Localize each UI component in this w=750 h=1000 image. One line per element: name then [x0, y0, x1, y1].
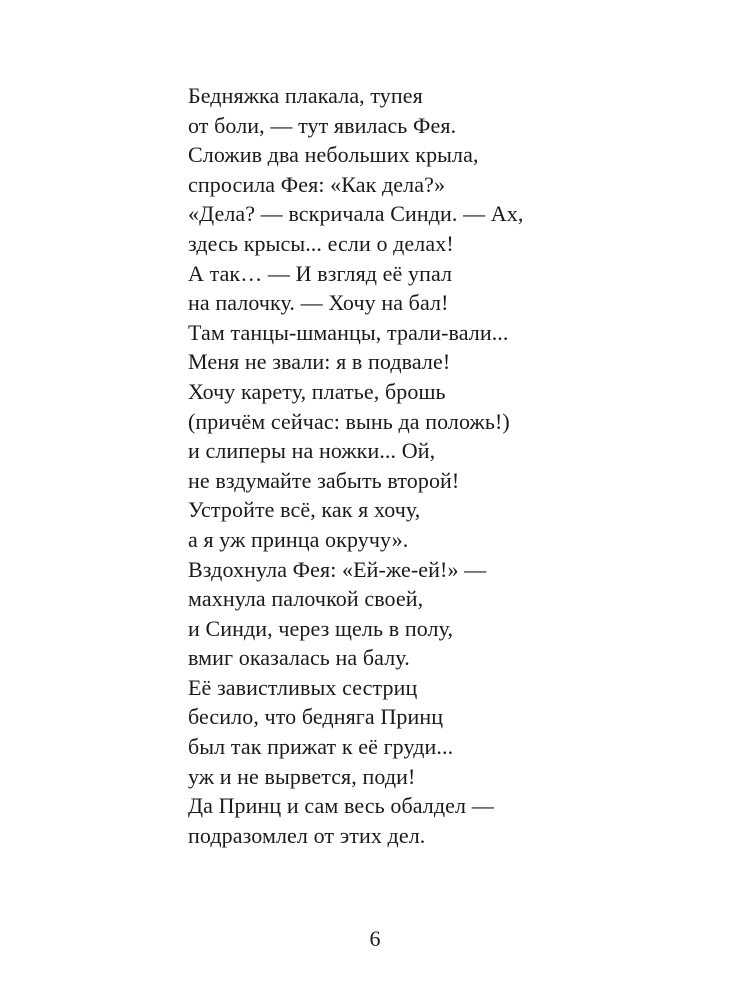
poem-line: (причём сейчас: вынь да положь!)	[188, 408, 510, 434]
poem-line: махнула палочкой своей,	[188, 586, 424, 612]
poem-line: и слиперы на ножки... Ой,	[188, 438, 436, 464]
poem-line: Устройте всё, как я хочу,	[188, 497, 421, 523]
poem-line: Хочу карету, платье, брошь	[188, 378, 446, 404]
poem-line: от боли, — тут явилась Фея.	[188, 112, 457, 138]
poem-text	[188, 81, 608, 850]
poem-line: спросила Фея: «Как дела?»	[188, 171, 446, 197]
poem-line: Её завистливых сестриц	[188, 674, 418, 700]
poem-line: Да Принц и сам весь обалдел —	[188, 793, 494, 819]
poem-line: Меня не звали: я в подвале!	[188, 349, 451, 375]
poem-line: Там танцы-шманцы, трали-вали...	[188, 319, 509, 345]
poem-line: Сложив два небольших крыла,	[188, 142, 479, 168]
poem-line: на палочку. — Хочу на бал!	[188, 290, 449, 316]
poem-line: не вздумайте забыть второй!	[188, 467, 460, 493]
poem-line: Бедняжка плакала, тупея	[188, 83, 423, 108]
poem-line: здесь крысы... если о делах!	[188, 230, 454, 256]
poem-line: А так… — И взгляд её упал	[188, 260, 453, 286]
poem-line: уж и не вырвется, поди!	[188, 763, 416, 789]
poem-line: бесило, что бедняга Принц	[188, 704, 444, 730]
poem-line: а я уж принца окручу».	[188, 526, 409, 552]
poem-line: был так прижат к её груди...	[188, 734, 454, 760]
page-number: 6	[369, 926, 381, 951]
poem-line: и Синди, через щель в полу,	[188, 615, 454, 641]
poem-line: «Дела? — вскричала Синди. — Ах,	[188, 201, 524, 227]
poem-line: подразомлел от этих дел.	[188, 822, 426, 848]
poem-line: Вздохнула Фея: «Ей-же-ей!» —	[188, 556, 487, 582]
poem-line: вмиг оказалась на балу.	[188, 645, 410, 671]
